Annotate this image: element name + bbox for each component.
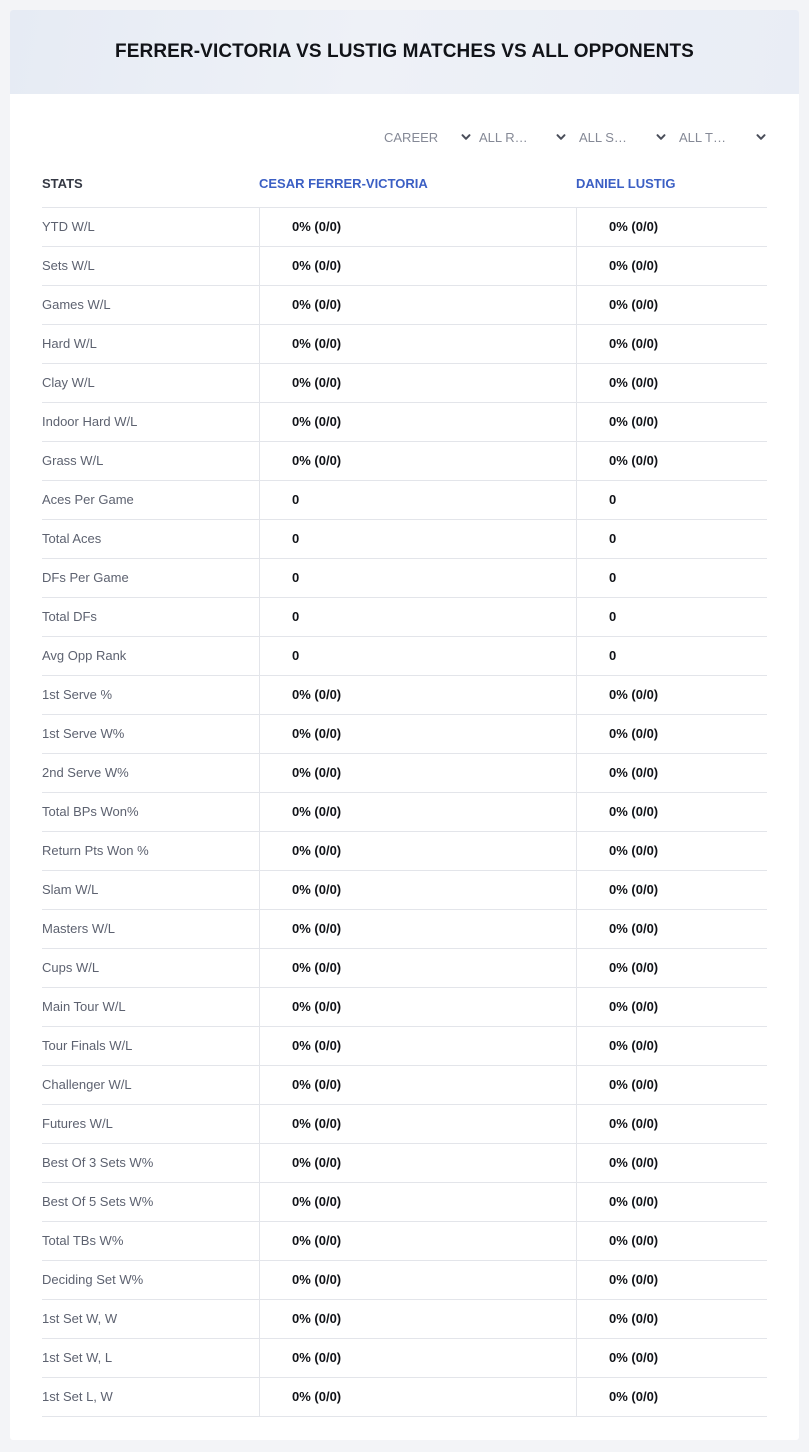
player1-cell [259, 910, 576, 948]
period-filter-select[interactable] [384, 126, 472, 148]
player1-cell [259, 403, 576, 441]
player2-cell [576, 598, 767, 636]
player2-cell [576, 403, 767, 441]
stat-label: Total BPs Won% [42, 804, 139, 819]
stat-label: Sets W/L [42, 258, 95, 273]
stat-label: Futures W/L [42, 1116, 113, 1131]
chevron-down-icon [655, 131, 667, 143]
player1-cell [259, 364, 576, 402]
table-row [42, 715, 767, 754]
player1-cell [259, 286, 576, 324]
player1-value: 0% (0/0) [292, 960, 342, 975]
player1-value: 0% (0/0) [292, 258, 342, 273]
tournament-filter-value: ALL T… [679, 129, 726, 145]
player1-value: 0% (0/0) [292, 1350, 342, 1365]
stat-label: Aces Per Game [42, 492, 134, 507]
player1-value: 0% (0/0) [292, 375, 342, 390]
player1-cell [259, 676, 576, 714]
stat-label: Clay W/L [42, 375, 95, 390]
table-row [42, 325, 767, 364]
player2-cell [576, 1378, 767, 1416]
player1-cell [259, 793, 576, 831]
round-filter-select[interactable] [479, 126, 567, 148]
player2-value: 0 [609, 609, 617, 624]
player1-value: 0% (0/0) [292, 297, 342, 312]
player1-cell [259, 988, 576, 1026]
table-row [42, 442, 767, 481]
player1-cell [259, 1261, 576, 1299]
table-row [42, 598, 767, 637]
player2-value: 0% (0/0) [609, 1311, 659, 1326]
player1-value: 0% (0/0) [292, 1155, 342, 1170]
table-row [42, 793, 767, 832]
player2-value: 0 [609, 531, 617, 546]
player2-value: 0% (0/0) [609, 1389, 659, 1404]
stat-label: YTD W/L [42, 219, 95, 234]
player1-value: 0% (0/0) [292, 921, 342, 936]
player2-cell [576, 208, 767, 246]
player1-value: 0% (0/0) [292, 219, 342, 234]
table-row [42, 1066, 767, 1105]
player1-value: 0 [292, 492, 300, 507]
player2-cell [576, 793, 767, 831]
table-row [42, 910, 767, 949]
chevron-down-icon [460, 131, 472, 143]
player2-cell [576, 325, 767, 363]
player2-value: 0% (0/0) [609, 453, 659, 468]
table-row [42, 1144, 767, 1183]
player1-cell [259, 442, 576, 480]
stat-label: Total Aces [42, 531, 102, 546]
player2-cell [576, 1261, 767, 1299]
player2-cell [576, 676, 767, 714]
player1-value: 0% (0/0) [292, 999, 342, 1014]
chevron-down-icon [755, 131, 767, 143]
player2-cell [576, 637, 767, 675]
player1-cell [259, 1027, 576, 1065]
player2-cell [576, 754, 767, 792]
stat-label: 1st Set W, L [42, 1350, 113, 1365]
table-row [42, 247, 767, 286]
stat-label: Main Tour W/L [42, 999, 126, 1014]
player2-value: 0% (0/0) [609, 882, 659, 897]
player1-value: 0% (0/0) [292, 843, 342, 858]
player2-value: 0% (0/0) [609, 258, 659, 273]
player1-cell [259, 325, 576, 363]
player2-value: 0% (0/0) [609, 687, 659, 702]
player1-value: 0% (0/0) [292, 1194, 342, 1209]
table-row [42, 364, 767, 403]
player1-cell [259, 481, 576, 519]
player1-cell [259, 598, 576, 636]
player2-cell [576, 1144, 767, 1182]
table-row [42, 1378, 767, 1417]
player1-value: 0% (0/0) [292, 882, 342, 897]
stat-label: Avg Opp Rank [42, 648, 127, 663]
player2-cell [576, 520, 767, 558]
table-row [42, 1300, 767, 1339]
surface-filter-select[interactable] [579, 126, 667, 148]
player2-value: 0% (0/0) [609, 1350, 659, 1365]
stat-label: Best Of 5 Sets W% [42, 1194, 154, 1209]
player1-cell [259, 1105, 576, 1143]
player2-value: 0% (0/0) [609, 1155, 659, 1170]
stat-label: Return Pts Won % [42, 843, 149, 858]
player2-cell [576, 1066, 767, 1104]
table-row [42, 208, 767, 247]
player2-value: 0% (0/0) [609, 1272, 659, 1287]
player2-value: 0% (0/0) [609, 1038, 659, 1053]
player1-value: 0% (0/0) [292, 1233, 342, 1248]
player1-cell [259, 1066, 576, 1104]
stat-label: DFs Per Game [42, 570, 129, 585]
table-body [42, 208, 767, 1417]
player2-cell [576, 1222, 767, 1260]
page-title: FERRER-VICTORIA VS LUSTIG MATCHES VS ALL OPPONENTS [115, 41, 694, 62]
stat-label: 2nd Serve W% [42, 765, 129, 780]
player2-value: 0% (0/0) [609, 1077, 659, 1092]
player1-cell [259, 1300, 576, 1338]
player2-value: 0% (0/0) [609, 219, 659, 234]
player2-value: 0% (0/0) [609, 336, 659, 351]
player2-value: 0% (0/0) [609, 960, 659, 975]
player1-cell [259, 208, 576, 246]
table-row [42, 754, 767, 793]
stat-label: Indoor Hard W/L [42, 414, 138, 429]
player2-value: 0 [609, 570, 617, 585]
player1-value: 0% (0/0) [292, 1389, 342, 1404]
player1-cell [259, 949, 576, 987]
table-row [42, 520, 767, 559]
player2-cell [576, 559, 767, 597]
table-row [42, 1222, 767, 1261]
stat-label: Challenger W/L [42, 1077, 132, 1092]
player2-cell [576, 832, 767, 870]
player1-cell [259, 1339, 576, 1377]
player1-value: 0 [292, 570, 300, 585]
table-row [42, 949, 767, 988]
player2-value: 0% (0/0) [609, 1116, 659, 1131]
player2-cell [576, 481, 767, 519]
player2-cell [576, 910, 767, 948]
player1-value: 0% (0/0) [292, 414, 342, 429]
player2-value: 0% (0/0) [609, 414, 659, 429]
stat-label: Slam W/L [42, 882, 99, 897]
player1-cell [259, 637, 576, 675]
player1-value: 0% (0/0) [292, 1077, 342, 1092]
player2-cell [576, 1105, 767, 1143]
player2-cell [576, 1027, 767, 1065]
table-row [42, 988, 767, 1027]
surface-filter-value: ALL S… [579, 129, 627, 145]
stat-label: Games W/L [42, 297, 111, 312]
player2-cell [576, 988, 767, 1026]
table-row [42, 559, 767, 598]
player1-value: 0% (0/0) [292, 726, 342, 741]
player1-value: 0% (0/0) [292, 687, 342, 702]
stat-label: Total DFs [42, 609, 97, 624]
player1-cell [259, 1144, 576, 1182]
player2-cell [576, 949, 767, 987]
table-row [42, 637, 767, 676]
player1-cell [259, 1183, 576, 1221]
player1-cell [259, 520, 576, 558]
stat-label: 1st Set W, W [42, 1311, 118, 1326]
player2-value: 0% (0/0) [609, 843, 659, 858]
table-row [42, 832, 767, 871]
player2-cell [576, 247, 767, 285]
player1-cell [259, 754, 576, 792]
stat-label: Total TBs W% [42, 1233, 124, 1248]
stat-label: Hard W/L [42, 336, 97, 351]
player2-link[interactable]: DANIEL LUSTIG [576, 176, 676, 191]
player2-value: 0% (0/0) [609, 921, 659, 936]
stat-label: Tour Finals W/L [42, 1038, 133, 1053]
player1-cell [259, 832, 576, 870]
player2-value: 0% (0/0) [609, 726, 659, 741]
player1-cell [259, 871, 576, 909]
table-row [42, 871, 767, 910]
player2-value: 0% (0/0) [609, 804, 659, 819]
table-row [42, 1183, 767, 1222]
player2-cell [576, 442, 767, 480]
player1-value: 0% (0/0) [292, 1038, 342, 1053]
stats-column-header: STATS [42, 176, 83, 191]
table-row [42, 403, 767, 442]
stat-label: 1st Serve % [42, 687, 113, 702]
player2-value: 0% (0/0) [609, 1194, 659, 1209]
player2-value: 0% (0/0) [609, 375, 659, 390]
round-filter-value: ALL R… [479, 129, 528, 145]
page-header [10, 10, 799, 94]
filter-bar [10, 126, 799, 148]
player2-value: 0 [609, 492, 617, 507]
player1-value: 0 [292, 648, 300, 663]
player1-value: 0% (0/0) [292, 336, 342, 351]
player1-cell [259, 559, 576, 597]
table-row [42, 1339, 767, 1378]
table-row [42, 676, 767, 715]
player2-cell [576, 364, 767, 402]
table-header [42, 160, 767, 208]
player2-cell [576, 1183, 767, 1221]
player1-value: 0% (0/0) [292, 453, 342, 468]
player1-value: 0% (0/0) [292, 1116, 342, 1131]
stat-label: 1st Serve W% [42, 726, 125, 741]
player1-value: 0% (0/0) [292, 1311, 342, 1326]
stat-label: Masters W/L [42, 921, 115, 936]
player2-value: 0% (0/0) [609, 1233, 659, 1248]
player1-cell [259, 1378, 576, 1416]
player1-value: 0 [292, 531, 300, 546]
stat-label: Cups W/L [42, 960, 100, 975]
table-row [42, 1105, 767, 1144]
stats-card [10, 10, 799, 1440]
player2-value: 0% (0/0) [609, 999, 659, 1014]
player1-value: 0% (0/0) [292, 765, 342, 780]
stat-label: Grass W/L [42, 453, 104, 468]
stats-table [42, 160, 767, 1417]
table-row [42, 481, 767, 520]
player2-cell [576, 1339, 767, 1377]
player1-cell [259, 247, 576, 285]
player1-link[interactable]: CESAR FERRER-VICTORIA [259, 176, 428, 191]
player1-value: 0 [292, 609, 300, 624]
player2-value: 0% (0/0) [609, 297, 659, 312]
player2-cell [576, 715, 767, 753]
player2-value: 0 [609, 648, 617, 663]
tournament-filter-select[interactable] [679, 126, 767, 148]
stat-label: 1st Set L, W [42, 1389, 113, 1404]
player2-cell [576, 1300, 767, 1338]
stat-label: Deciding Set W% [42, 1272, 144, 1287]
period-filter-value: CAREER [384, 129, 439, 145]
table-row [42, 1261, 767, 1300]
table-row [42, 286, 767, 325]
player1-value: 0% (0/0) [292, 804, 342, 819]
player1-value: 0% (0/0) [292, 1272, 342, 1287]
player1-cell [259, 1222, 576, 1260]
player2-cell [576, 871, 767, 909]
player1-cell [259, 715, 576, 753]
player2-cell [576, 286, 767, 324]
table-row [42, 1027, 767, 1066]
chevron-down-icon [555, 131, 567, 143]
stat-label: Best Of 3 Sets W% [42, 1155, 154, 1170]
player2-value: 0% (0/0) [609, 765, 659, 780]
